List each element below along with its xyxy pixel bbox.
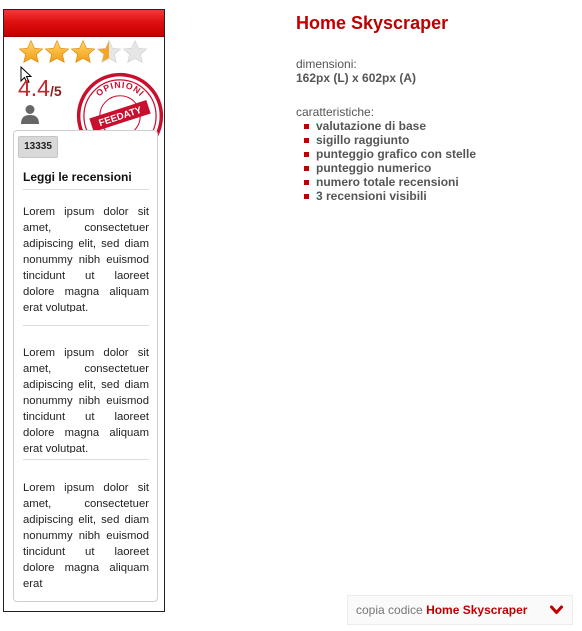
bullet-icon: [304, 194, 309, 199]
rating-stars: [18, 39, 148, 65]
score-value: 4.4: [18, 75, 50, 101]
list-item: [302, 161, 476, 175]
copy-code-button[interactable]: [347, 595, 573, 625]
divider: [23, 189, 149, 190]
bullet-icon: [304, 138, 309, 143]
feature-text: punteggio grafico con stelle: [316, 147, 477, 161]
list-item: [302, 189, 476, 203]
review-text: Lorem ipsum dolor sit amet, consectetuer adipiscing elit, sed diam nonummy nibh euismod tincidunt ut laoreet dolore magna aliquam erat volutpat.: [23, 206, 149, 312]
review-text: Lorem ipsum dolor sit amet, consectetuer adipiscing elit, sed diam nonummy nibh euismod tincidunt ut laoreet dolore magna aliquam erat: [23, 482, 149, 590]
copy-code-label: [356, 596, 527, 624]
feature-text: sigillo raggiunto: [316, 133, 410, 147]
widget-header-bar: [4, 10, 164, 37]
chevron-down-icon[interactable]: [550, 605, 563, 615]
review-count-badge: 13335: [18, 136, 58, 158]
read-reviews-link[interactable]: Leggi le recensioni: [23, 170, 132, 184]
feature-text: 3 recensioni visibili: [316, 189, 427, 203]
list-item: [302, 175, 476, 189]
divider: [23, 325, 149, 326]
seal-top-text: OPINIONI: [93, 79, 147, 99]
user-icon: [20, 104, 40, 124]
list-item: [302, 119, 476, 133]
divider: [23, 459, 149, 460]
copy-prefix: copia codice: [356, 603, 423, 617]
list-item: [302, 133, 476, 147]
bullet-icon: [304, 152, 309, 157]
dimensions-label: dimensioni:: [296, 57, 357, 71]
copy-widget-name: Home Skyscraper: [426, 603, 528, 617]
star-icon: [70, 39, 96, 65]
list-item: [302, 147, 476, 161]
features-label: caratteristiche:: [296, 105, 375, 119]
numeric-score: [18, 75, 62, 102]
feature-text: valutazione di base: [316, 119, 427, 133]
bullet-icon: [304, 166, 309, 171]
bullet-icon: [304, 124, 309, 129]
features-list: [302, 119, 476, 203]
score-max: /5: [49, 83, 62, 99]
bullet-icon: [304, 180, 309, 185]
feature-text: punteggio numerico: [316, 161, 432, 175]
seal-brand-text: FEEDATY: [97, 104, 144, 130]
star-empty-icon: [122, 39, 148, 65]
feature-text: numero totale recensioni: [316, 175, 459, 189]
star-half-icon: [96, 39, 122, 65]
reviews-panel: [13, 130, 158, 602]
review-text: Lorem ipsum dolor sit amet, consectetuer adipiscing elit, sed diam nonummy nibh euismod tincidunt ut laoreet dolore magna aliquam erat volutpat.: [23, 347, 149, 453]
star-icon: [18, 39, 44, 65]
dimensions-value: 162px (L) x 602px (A): [296, 71, 417, 85]
page-title: Home Skyscraper: [296, 13, 449, 33]
star-icon: [44, 39, 70, 65]
skyscraper-widget: [3, 9, 165, 612]
